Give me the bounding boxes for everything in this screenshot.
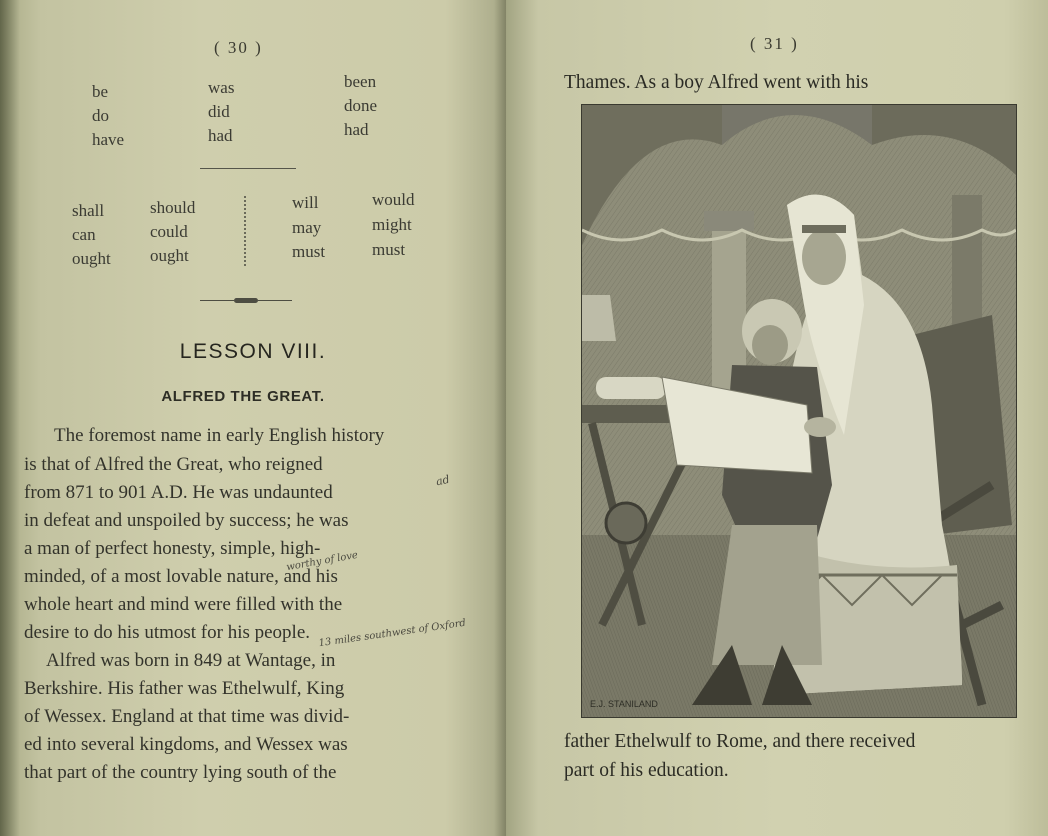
verb-cell: done: [344, 96, 378, 115]
page-edge-shadow: [0, 0, 20, 836]
text-line: of Wessex. England at that time was divid-: [24, 706, 350, 727]
text-line: whole heart and mind were filled with the: [24, 594, 343, 615]
left-page: [0, 0, 506, 836]
verb-cell: ought: [72, 249, 111, 268]
text-line: Thames. As a boy Alfred went with his: [564, 72, 869, 93]
brace-divider: [244, 196, 252, 266]
verb-cell: have: [92, 130, 125, 149]
lesson-title: LESSON VIII.: [179, 340, 327, 363]
verb-cell: shall: [72, 201, 105, 220]
text-line: The foremost name in early English history: [54, 425, 385, 446]
verb-cell: will: [292, 193, 319, 212]
verb-cell: been: [344, 72, 377, 91]
section-divider: [200, 168, 296, 169]
text-line: is that of Alfred the Great, who reigned: [24, 454, 323, 475]
text-line: part of his education.: [564, 760, 729, 781]
verb-cell: was: [208, 78, 235, 97]
verb-cell: must: [372, 240, 406, 259]
engraving-artwork: [582, 105, 1016, 717]
verb-cell: be: [92, 82, 109, 101]
verb-cell: might: [372, 215, 412, 234]
text-line: desire to do his utmost for his people.: [24, 622, 311, 643]
verb-cell: could: [150, 222, 188, 241]
text-line: in defeat and unspoiled by success; he was: [24, 510, 349, 531]
text-line: ed into several kingdoms, and Wessex was: [24, 734, 348, 755]
verb-cell: should: [150, 198, 196, 217]
verb-cell: would: [372, 190, 415, 209]
page-number-left: ( 30 ): [214, 38, 263, 57]
text-line: a man of perfect honesty, simple, high-: [24, 538, 321, 559]
page-number-right: ( 31 ): [750, 34, 799, 53]
handwritten-note: ad: [434, 472, 451, 489]
lesson-subtitle: ALFRED THE GREAT.: [161, 388, 325, 405]
engraving-illustration: [581, 104, 1017, 718]
ornament-divider: [200, 296, 292, 306]
verb-cell: can: [72, 225, 96, 244]
text-line: from 871 to 901 A.D. He was undaunted: [24, 482, 333, 503]
verb-cell: had: [344, 120, 369, 139]
verb-cell: must: [292, 242, 326, 261]
text-line: Berkshire. His father was Ethelwulf, King: [24, 678, 345, 699]
text-line: Alfred was born in 849 at Wantage, in: [46, 650, 336, 671]
handwritten-note: worthy of love: [285, 549, 359, 574]
verb-cell: ought: [150, 246, 189, 265]
verb-cell: had: [208, 126, 233, 145]
text-line: father Ethelwulf to Rome, and there received: [564, 731, 916, 752]
illustration-signature: E.J. STANILAND: [590, 699, 658, 709]
text-line: that part of the country lying south of the: [24, 762, 337, 783]
handwritten-note: 13 miles southwest of Oxford: [317, 617, 467, 650]
text-line: minded, of a most lovable nature, and his: [24, 566, 338, 587]
verb-cell: do: [92, 106, 109, 125]
verb-cell: did: [208, 102, 230, 121]
verb-cell: may: [292, 218, 322, 237]
